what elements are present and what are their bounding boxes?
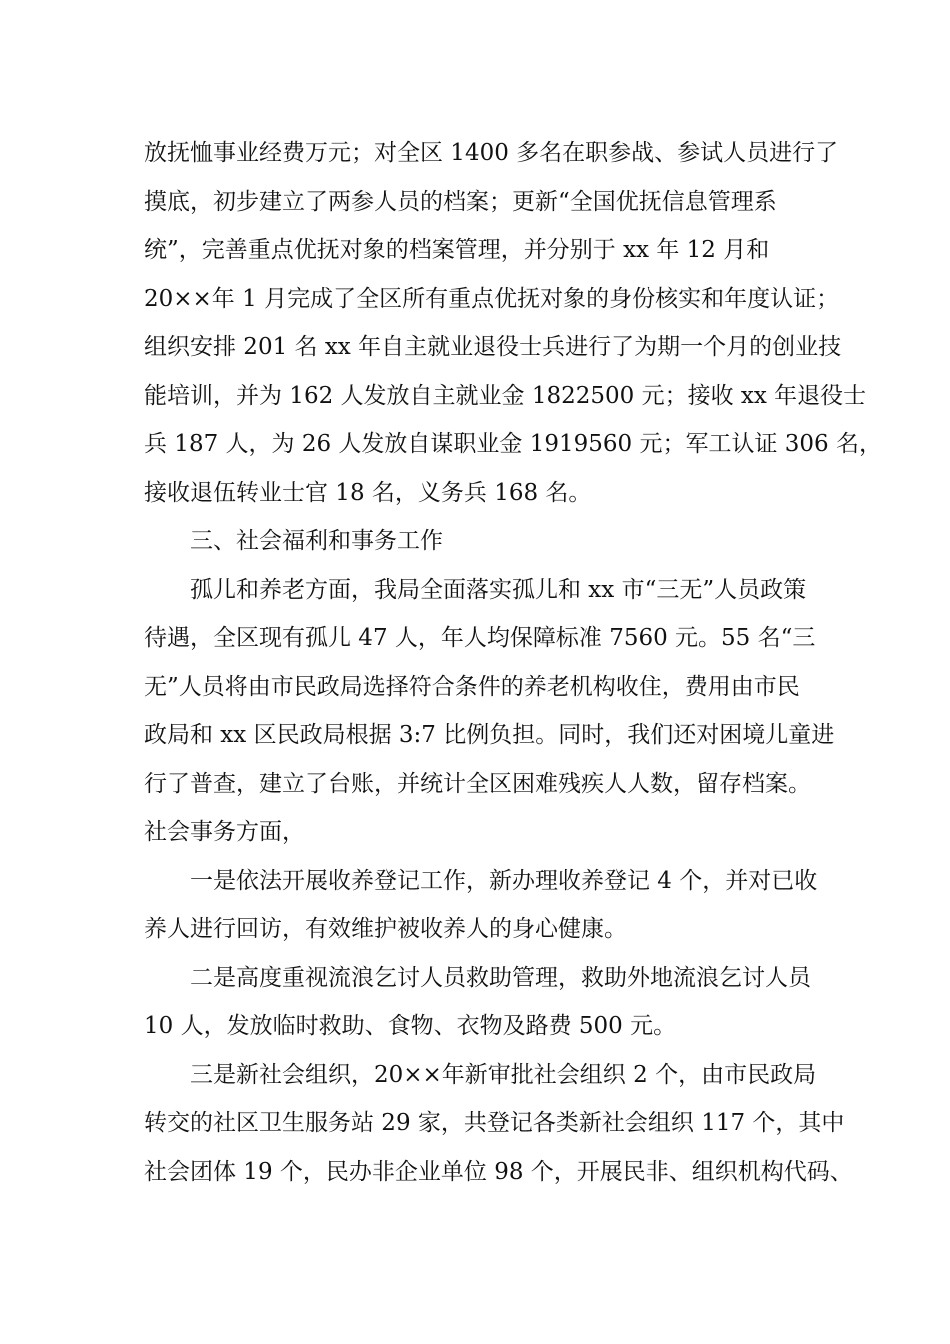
text-line: 转交的社区卫生服务站 29 家，共登记各类新社会组织 117 个，其中 [144,1110,845,1136]
text-line: 统”，完善重点优抚对象的档案管理，并分别于 xx 年 12 月和 [144,237,770,263]
text-line: 无”人员将由市民政局选择符合条件的养老机构收住，费用由市民 [144,673,800,700]
text-line: 10 人，发放临时救助、食物、衣物及路费 500 元。 [144,1013,677,1039]
text-line: 能培训，并为 162 人发放自主就业金 1822500 元；接收 xx 年退役士 [144,382,867,409]
text-line: 待遇，全区现有孤儿 47 人，年人均保障标准 7560 元。55 名“三 [144,625,816,651]
text-line: 社会事务方面， [144,819,305,845]
text-line: 接收退伍转业士官 18 名，义务兵 168 名。 [144,479,592,506]
text-line: 兵 187 人，为 26 人发放自谋职业金 1919560 元；军工认证 306 名， [144,431,882,457]
text-line: 孤儿和养老方面，我局全面落实孤儿和 xx 市“三无”人员政策 [190,576,807,603]
document-body [144,129,882,1196]
text-line: 一是依法开展收养登记工作，新办理收养登记 4 个，并对已收 [190,867,818,894]
text-line: 放抚恤事业经费万元；对全区 1400 多名在职参战、参试人员进行了 [144,140,839,166]
text-line: 组织安排 201 名 xx 年自主就业退役士兵进行了为期一个月的创业技 [144,334,842,360]
text-line: 养人进行回访，有效维护被收养人的身心健康。 [144,916,627,942]
text-line: 20××年 1 月完成了全区所有重点优抚对象的身份核实和年度认证； [144,285,840,312]
text-line: 二是高度重视流浪乞讨人员救助管理，救助外地流浪乞讨人员 [190,964,811,991]
text-line: 三是新社会组织，20××年新审批社会组织 2 个，由市民政局 [190,1061,817,1088]
text-line: 摸底，初步建立了两参人员的档案；更新“全国优抚信息管理系 [144,188,777,215]
text-line: 行了普查，建立了台账，并统计全区困难残疾人人数，留存档案。 [144,770,811,797]
section-heading: 三、社会福利和事务工作 [190,528,443,554]
text-line: 政局和 xx 区民政局根据 3:7 比例负担。同时，我们还对困境儿童进 [144,722,835,748]
text-line: 社会团体 19 个，民办非企业单位 98 个，开展民非、组织机构代码、 [144,1158,853,1185]
